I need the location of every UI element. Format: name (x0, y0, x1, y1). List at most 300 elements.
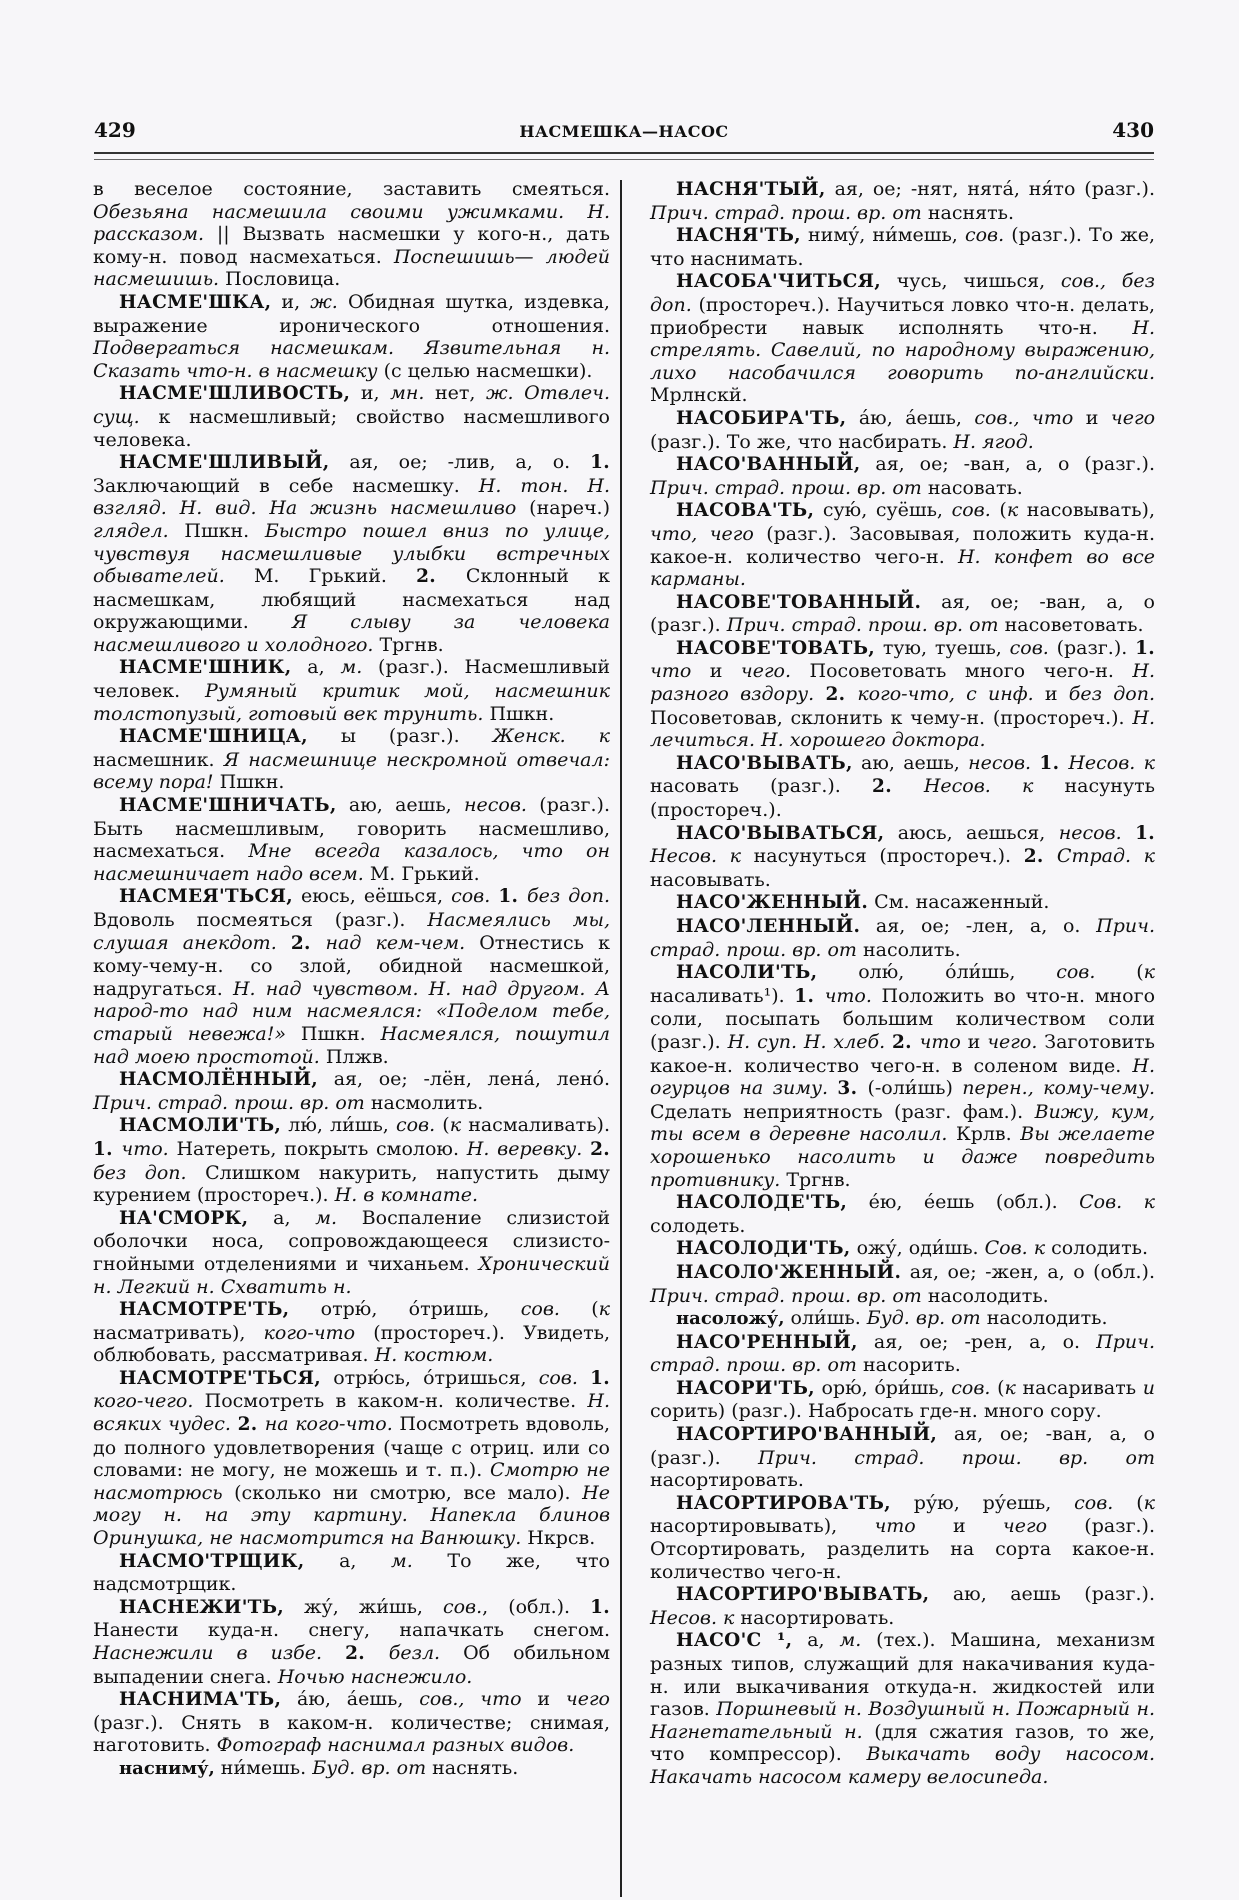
entry-text: насаривать (1022, 1376, 1143, 1399)
headword: НАСОЛОДИ'ТЬ, (676, 1238, 851, 1260)
headword: НАСО'ЛЕННЫЙ. (676, 916, 861, 937)
entry-text: Посоветовать много чего-н. (809, 660, 1133, 683)
entry-text: ожу́, оди́шь. (850, 1237, 985, 1260)
italic-text: Обезьяна насмешила своими ужимками. Н. рассказом. (93, 200, 610, 246)
entry-text: сорить) (разг.). Набросать где-н. много сору. (650, 1400, 1102, 1423)
dictionary-entry (650, 270, 1155, 407)
dictionary-entry (93, 1298, 610, 1367)
headword: 2. (892, 1031, 920, 1053)
right-column (650, 178, 1155, 1789)
italic-text: Прич. страд. прош. вр. от (650, 476, 928, 499)
italic-text: Вы желаете хорошенько насолить и даже повредить противнику. (650, 1123, 1156, 1191)
headword: НАСМЕ'ШЛИВЫЙ, (119, 452, 330, 474)
italic-text: на кого-что. (264, 1413, 400, 1436)
entry-text: насовывать. (650, 868, 771, 891)
entry-text: аю, аешь, (336, 794, 465, 817)
entry-text: Натереть, покрыть смолою. (176, 1137, 467, 1160)
dictionary-entry (650, 891, 1155, 915)
entry-text: ая, ое; -ван, а, о (разг.). (650, 1423, 1155, 1469)
dictionary-entry (93, 656, 610, 725)
italic-text: Буд. вр. от (866, 1307, 987, 1330)
entry-text: Посмотреть вдоволь, до полного удовлетворения (чаще с отриц. или со словами: не могу, не можешь и т. п.). (93, 1413, 610, 1482)
entry-text: (сколько ни смотрю, все мало). (234, 1481, 583, 1504)
entry-text: и (1044, 683, 1069, 706)
headword: НАСОБИРА'ТЬ, (676, 407, 847, 429)
italic-text: к (1004, 1376, 1023, 1399)
dictionary-entry (93, 885, 610, 1068)
headword: 2. (290, 932, 326, 954)
dictionary-entry (93, 1367, 610, 1550)
italic-text: над кем-чем. (325, 931, 480, 954)
italic-text: Н. над чувством. Н. над другом. А народ-то над ним насмеялся: «Поделом тебе, старый невежа!» (93, 977, 610, 1045)
entry-text: и (537, 1688, 566, 1711)
dictionary-entry (93, 178, 610, 291)
entry-text: насорить. (862, 1354, 961, 1377)
entry-text: ая, ое; -нят, нята́, ня́то (разг.). (825, 178, 1155, 200)
entry-text: ая, ое; -ван, а, о (разг.). (650, 590, 1155, 637)
entry-text: Пословица. (225, 268, 341, 291)
headword: 1. (93, 1138, 122, 1160)
headword: НАСО'С ¹, (676, 1630, 793, 1652)
italic-text: кого-что (263, 1321, 374, 1344)
dictionary-entry (650, 1261, 1155, 1307)
headword: 2. (590, 1138, 610, 1160)
dictionary-entry (650, 961, 1155, 1191)
italic-text: несов. (968, 751, 1040, 774)
entry-text: Вдоволь посмеяться (разг.). (93, 909, 428, 931)
entry-text: а, (291, 656, 341, 679)
entry-text: Слишком накурить, напустить дыму курением (простореч.). (93, 1161, 610, 1207)
subentry-headword: насоложу́, (676, 1308, 785, 1330)
entry-text: аю, аешь (разг.). (929, 1583, 1155, 1606)
italic-text: чего. (987, 1030, 1045, 1053)
entry-text: к насмешливый; свойство насмешливого человека. (93, 405, 610, 451)
entry-text: М. Грький. (369, 862, 480, 885)
italic-text: чего. (740, 660, 810, 683)
page-number-left: 429 (94, 118, 136, 142)
entry-text: нет, (434, 382, 486, 405)
dictionary-entry (93, 1688, 610, 1757)
headword: 1. (590, 1596, 610, 1618)
entry-text: Тргнв. (786, 1168, 851, 1191)
entry-text: (тех.). Машина, механизм разных типов, служащий для накачивания куда-н. или выкачивания откуда-н. жидкостей или газов. (650, 1629, 1155, 1721)
entry-text: чусь, чишься, (881, 270, 1061, 293)
italic-text: чего (565, 1688, 610, 1711)
italic-text: Я слыву за человека насмешливого и холодного. (93, 611, 610, 656)
entry-text: и (967, 1030, 988, 1053)
entry-text: а, (304, 1549, 392, 1572)
italic-text: Несов. к (1068, 751, 1155, 774)
headword: НАСМЕ'ШЛИВОСТЬ, (119, 383, 351, 405)
italic-text: сов., что (974, 406, 1086, 429)
entry-text: тую, туешь, (875, 636, 1010, 659)
entry-text: (разг.). (1056, 636, 1136, 659)
headword: НАСМО'ТРЩИК, (119, 1550, 305, 1572)
headword: 1. (498, 886, 527, 908)
headword: НАСНЕЖИ'ТЬ, (119, 1596, 285, 1618)
italic-text: Несов. к (650, 1606, 741, 1629)
italic-text: Насмеялись мы, слушая анекдот. (93, 909, 610, 954)
left-column (93, 178, 610, 1781)
dictionary-entry (650, 224, 1155, 270)
headword: НАСНИМА'ТЬ, (119, 1689, 282, 1711)
entry-text: насмолить. (370, 1091, 484, 1114)
entry-text: насовывать), (1026, 499, 1156, 522)
entry-text: и (709, 660, 741, 683)
running-title: НАСМЕШКА—НАСОС (519, 122, 729, 141)
italic-text: и (1142, 1376, 1155, 1399)
dictionary-entry (93, 1550, 610, 1596)
headword: НАСОВЕ'ТОВАННЫЙ. (676, 591, 922, 613)
entry-text: Заключающий в себе насмешку. (93, 474, 479, 497)
entry-text: ая, ое; -лён, лена́, лено́. (318, 1068, 610, 1091)
italic-text: безл. (388, 1642, 464, 1664)
italic-text: без доп. (1068, 683, 1155, 706)
headword: НАСОЛО'ЖЕННЫЙ. (676, 1261, 902, 1283)
headword: 3. (837, 1078, 868, 1100)
entry-text: ая, ое; -рен, а, о. (857, 1330, 1097, 1353)
italic-text: сов. (442, 1595, 483, 1618)
headword: НА'СМОРК, (119, 1207, 249, 1229)
entry-text: Пшкн. (489, 702, 555, 725)
dictionary-entry (650, 1583, 1155, 1629)
headword: НАСОРИ'ТЬ, (676, 1377, 815, 1399)
entry-text: отрю́, о́тришь, (289, 1298, 521, 1321)
italic-text: Н. конфет во все карманы. (650, 545, 1156, 591)
entry-text: (-оли́шь) (867, 1077, 963, 1100)
entry-text: Об обильном выпадении снега. (93, 1642, 610, 1688)
italic-text: ж. (310, 290, 348, 313)
entry-text: (разг.). Насмешливый человек. (93, 656, 610, 703)
entry-text: См. насаженный. (868, 891, 1050, 914)
italic-text: чего (1110, 406, 1156, 429)
entry-text: насмаливать). (468, 1114, 610, 1137)
entry-text: Воспаление слизистой оболочки носа, сопровождающееся слизисто-гнойными отделениями и чиханьем. (93, 1206, 610, 1275)
italic-text: Насмеялся, пошутил над моею простотой. (93, 1022, 611, 1068)
italic-text: м. (340, 656, 379, 679)
italic-text: Буд. вр. от (312, 1756, 433, 1779)
entry-text: и, (271, 290, 311, 313)
dictionary-entry (650, 178, 1155, 224)
dictionary-entry (650, 453, 1155, 499)
italic-text: Н. суп. Н. хлеб. (727, 1030, 892, 1053)
italic-text: Н. в комнате. (334, 1184, 479, 1207)
entry-text: То же, что надсмотрщик. (93, 1549, 610, 1596)
dictionary-entry (650, 1237, 1155, 1261)
entry-text: аюсь, аешься, (884, 821, 1059, 844)
italic-text: сов. (1074, 1491, 1137, 1514)
italic-text: Выкачать воду насосом. Накачать насосом камеру велосипеда. (650, 1743, 1155, 1788)
italic-text: что (874, 1515, 953, 1538)
entry-text: солодить. (1051, 1237, 1148, 1260)
page-header (94, 118, 1154, 146)
headword: НАСОВЕ'ТОВАТЬ, (676, 637, 876, 659)
italic-text: Сов. к (984, 1237, 1052, 1260)
italic-text: Прич. страд. прош. вр. от (650, 201, 928, 224)
entry-text: наснять. (927, 201, 1015, 224)
italic-text: Поспешишь— людей насмешишь. (93, 245, 610, 291)
entry-text: (разг.). Быть насмешливым, говорить насмешливо, насмехаться. (93, 794, 610, 863)
dictionary-entry (650, 822, 1155, 892)
italic-text: без доп. (93, 1161, 206, 1184)
entry-text: (разг.). Засовывая, положить куда-н. какое-н. количество чего-н. (650, 522, 1156, 568)
entry-text: а, (248, 1206, 316, 1229)
italic-text: без доп. (526, 885, 610, 908)
entry-text: Отнестись к кому-чему-н. со злой, обидной насмешкой, надругаться. (93, 931, 610, 1000)
headword: НАСО'ВЫВАТЬ, (676, 752, 853, 774)
entry-text: и, (350, 382, 391, 405)
italic-text: ж. Отвлеч. сущ. (93, 382, 610, 428)
entry-text: || Вызвать насмешки у кого-н., дать кому-н. повод насмехаться. (93, 223, 610, 268)
entry-text: а, (792, 1629, 840, 1652)
entry-text: насунуться (простореч.). (753, 845, 1024, 868)
dictionary-entry (650, 1492, 1155, 1583)
entry-text: сую́, суёшь, (814, 499, 952, 522)
entry-text: ы (разг.). (307, 725, 493, 748)
dictionary-entry (650, 752, 1155, 822)
italic-text: что. (824, 984, 882, 1007)
entry-text: насортировывать), (650, 1515, 875, 1538)
headword: НАСОБА'ЧИТЬСЯ, (676, 271, 882, 293)
entry-text: насолодить. (927, 1284, 1049, 1307)
italic-text: Прич. страд. прош. вр. от (758, 1446, 1155, 1469)
dictionary-entry (650, 407, 1155, 453)
italic-text: м. (391, 1549, 448, 1572)
italic-text: мн. (390, 382, 435, 405)
headword: НАСО'ВЫВАТЬСЯ, (676, 822, 885, 844)
italic-text: Вижу, кум, ты всем в деревне насолил. (650, 1100, 1155, 1146)
headword: НАСМОЛИ'ТЬ, (119, 1115, 282, 1137)
entry-text: ( (999, 499, 1007, 522)
headword: НАСОЛИ'ТЬ, (676, 962, 818, 984)
entry-text: Посоветовав, склонить к чему-н. (простореч.). (650, 706, 1133, 729)
entry-text: Пшкн. (219, 771, 285, 794)
entry-text: Посмотреть в каком-н. количестве. (204, 1390, 588, 1413)
headword: НАСОВА'ТЬ, (676, 500, 815, 522)
italic-text: Н. разного вздору. (650, 660, 1155, 706)
dictionary-entry (93, 1596, 610, 1688)
italic-text: Не могу н. на эту картину. Напекла блинов Оринушка, не насмотрится на Ванюшку. (93, 1481, 610, 1550)
entry-text: и (952, 1515, 1003, 1538)
headword: НАСМЕ'ШНИК, (119, 657, 292, 679)
italic-text: Н. ягод. (953, 430, 1034, 453)
italic-text: к (598, 1298, 611, 1321)
headword: 2. (237, 1414, 265, 1436)
entry-text: ( (997, 1376, 1005, 1399)
headword: 1. (590, 452, 610, 474)
italic-text: Н. огурцов на зиму. (650, 1054, 1155, 1100)
italic-text: Прич. страд. прош. вр. от (650, 915, 1155, 961)
italic-text: Н. лечиться. Н. хорошего доктора. (650, 706, 1155, 752)
entry-text: ( (1136, 1491, 1144, 1514)
entry-text: Склонный к насмешкам, любящий насмехаться над окружающими. (93, 565, 611, 634)
headword: 1. (794, 985, 825, 1007)
italic-text: Сов. к (1079, 1191, 1155, 1214)
headword: НАСМЕ'ШНИЧАТЬ, (119, 795, 337, 817)
italic-text: к (1143, 1491, 1155, 1514)
entry-text: насоветовать. (1004, 614, 1144, 637)
entry-text: ( (442, 1114, 450, 1137)
italic-text: Прич. страд. прош. вр. от (650, 1284, 928, 1307)
dictionary-entry (650, 1191, 1155, 1237)
italic-text: чего (1002, 1515, 1085, 1538)
dictionary-entry (93, 451, 610, 656)
entry-text: насматривать), (93, 1321, 264, 1344)
dictionary-entry (650, 1307, 1155, 1331)
italic-text: Поршневый н. Воздушный н. Пожарный н. Нагнетательный н. (650, 1698, 1155, 1743)
dictionary-entry (650, 1423, 1155, 1492)
entry-text: жу́, жи́шь, (284, 1595, 443, 1618)
entry-text: Плжв. (325, 1045, 389, 1068)
entry-text: Нкрсв. (527, 1527, 596, 1550)
entry-text: насолить. (862, 938, 961, 961)
headword: НАСНЯ'ТЫЙ, (676, 179, 826, 200)
entry-text: насолодить. (986, 1307, 1108, 1330)
italic-text: Страд. к (1056, 845, 1156, 868)
headword: НАСОРТИРО'ВАННЫЙ, (676, 1424, 938, 1446)
italic-text: сов. (520, 1298, 592, 1321)
italic-text: Женск. к (492, 725, 610, 748)
entry-text: ая, ое; -лен, а, о. (860, 915, 1097, 937)
italic-text: Н. тон. Н. взгляд. Н. вид. На жизнь насмешливо (93, 474, 610, 520)
italic-text: Фотограф наснимал разных видов. (216, 1734, 575, 1757)
dictionary-entry (650, 591, 1155, 637)
dictionary-entry (650, 915, 1155, 961)
header-rule (94, 152, 1154, 160)
headword: НАСО'РЕННЫЙ, (676, 1331, 858, 1353)
dictionary-entry (650, 637, 1155, 752)
italic-text: Прич. страд. прош. вр. от (726, 614, 1005, 637)
entry-text: Пшкн. (300, 1022, 381, 1045)
entry-text: аю, аешь, (852, 751, 969, 774)
entry-text: Нанести куда-н. снегу, напачкать снегом. (93, 1619, 610, 1642)
entry-text: орю́, о́ри́шь, (814, 1376, 952, 1399)
entry-text: в веселое состояние, заставить смеяться. (93, 178, 610, 200)
entry-text: а́ю, а́ешь, (846, 406, 975, 429)
italic-text: сов. (1009, 636, 1057, 659)
italic-text: Быстро пошел вниз по улице, чувствуя насмешливые улыбки встречных обывателей. (93, 519, 610, 588)
entry-text: насортировать. (740, 1606, 895, 1629)
italic-text: м. (315, 1206, 362, 1229)
italic-text: Несов. к (923, 775, 1065, 798)
italic-text: сов. (1056, 961, 1137, 984)
italic-text: что. (121, 1137, 177, 1160)
entry-text: Крлв. (955, 1123, 1021, 1146)
italic-text: сов. (395, 1114, 443, 1137)
italic-text: сов. (538, 1366, 591, 1389)
headword: НАСОЛОДЕ'ТЬ, (676, 1192, 848, 1214)
entry-text: насортировать. (650, 1469, 804, 1492)
italic-text: к (449, 1114, 469, 1137)
headword: 1. (1135, 637, 1155, 659)
italic-text: Хронический н. Легкий н. Схватить н. (93, 1252, 610, 1298)
italic-text: сов. (964, 224, 1012, 247)
italic-text: Подвергаться насмешкам. Язвительная н. Сказать что-н. в насмешку (93, 337, 610, 382)
entry-text: (с целью насмешки). (383, 359, 593, 382)
dictionary-entry (93, 1757, 610, 1781)
dictionary-entry (93, 1114, 610, 1206)
italic-text: сов. (451, 885, 499, 908)
italic-text: Н. стрелять. Савелий, по народному выражению, лихо насобачился говорить по-английски. (650, 316, 1155, 384)
entry-text: (разг.). То же, что наснимать. (650, 224, 1156, 270)
entry-text: оли́шь. (784, 1307, 867, 1330)
italic-text: Румяный критик мой, насмешник толстопузый, готовый век трунить. (93, 680, 610, 725)
italic-text: сов., без доп. (650, 270, 1155, 316)
italic-text: Н. веревку. (466, 1137, 591, 1160)
dictionary-entry (93, 725, 610, 794)
entry-text: ( (1136, 961, 1144, 984)
italic-text: Н. костюм. (374, 1344, 494, 1367)
headword: 2. (345, 1643, 389, 1664)
italic-text: сов. (951, 1376, 998, 1399)
entry-text: а́ю, а́ешь, (281, 1688, 420, 1711)
entry-text: (нареч.) (529, 497, 610, 520)
entry-text: Тргнв. (379, 633, 444, 656)
italic-text: к (1006, 499, 1027, 522)
dictionary-entry (93, 1068, 610, 1114)
entry-text: (разг.). То же, что насбирать. (650, 430, 954, 453)
dictionary-entry (650, 1377, 1155, 1423)
italic-text: глядел. (93, 519, 185, 542)
dictionary-entry (93, 794, 610, 885)
headword: НАСОРТИРОВА'ТЬ, (676, 1492, 891, 1514)
entry-text: ая, ое; -жен, а, о (обл.). (901, 1260, 1155, 1283)
entry-text: насмешник. (93, 748, 224, 771)
dictionary-entry (93, 1207, 610, 1298)
entry-text: е́ю, е́ешь (обл.). (847, 1191, 1080, 1214)
italic-text: м. (839, 1629, 877, 1652)
entry-text: ру́ю, ру́ешь, (890, 1491, 1075, 1514)
italic-text: Несов. к (650, 845, 754, 868)
entry-text: ая, ое; -лив, а, о. (329, 451, 591, 474)
italic-text: что (650, 660, 710, 683)
entry-text: Положить во что-н. много соли, посыпать большим количеством соли (разг.). (650, 984, 1156, 1053)
entry-text: (для сжатия газов, то же, что компрессор). (650, 1720, 1156, 1766)
entry-text: (простореч.). Увидеть, облюбовать, рассматривая. (93, 1321, 610, 1367)
italic-text: Я насмешнице нескромной отвечал: всему пора! (93, 748, 610, 794)
italic-text: Прич. страд. прош. вр. от (93, 1091, 371, 1114)
italic-text: сов. (951, 499, 1000, 522)
entry-text: наснять. (432, 1756, 519, 1779)
headword: НАСНЯ'ТЬ, (676, 225, 801, 247)
headword: 2. (872, 776, 924, 798)
italic-text: несов. (1058, 821, 1136, 844)
subentry-headword: насниму́, (119, 1757, 215, 1779)
headword: НАСО'ВАННЫЙ, (676, 454, 861, 476)
entry-text: отрю́сь, о́тришься, (321, 1366, 539, 1389)
italic-text: Наснежили в избе. (93, 1642, 346, 1664)
headword: 1. (590, 1367, 611, 1389)
entry-text: (простореч.). Научиться ловко что-н. делать, приобрести навык исполнять что-н. (650, 293, 1156, 339)
entry-text: Обидная шутка, издевка, выражение иронического отношения. (93, 290, 610, 337)
headword: НАСОРТИРО'ВЫВАТЬ, (676, 1584, 930, 1606)
entry-text: ( (591, 1298, 599, 1321)
italic-text: Прич. страд. прош. вр. от (650, 1330, 1155, 1377)
entry-text: Сделать неприятность (разг. фам.). (650, 1100, 1035, 1123)
headword: НАСО'ЖЕННЫЙ. (676, 892, 869, 914)
italic-text: что, чего (650, 522, 767, 545)
italic-text: кого-что, с инф. (857, 683, 1045, 706)
italic-text: что (919, 1030, 968, 1053)
headword: 2. (1023, 846, 1057, 868)
italic-text: Ночью наснежило. (277, 1665, 473, 1688)
entry-text: и (1085, 406, 1111, 429)
italic-text: Смотрю не насмотрюсь (93, 1459, 611, 1504)
entry-text: , (обл.). (482, 1595, 591, 1618)
italic-text: перен., кому-чему. (962, 1077, 1155, 1100)
entry-text: Мрлнскй. (650, 384, 748, 407)
headword: 1. (1039, 752, 1069, 774)
